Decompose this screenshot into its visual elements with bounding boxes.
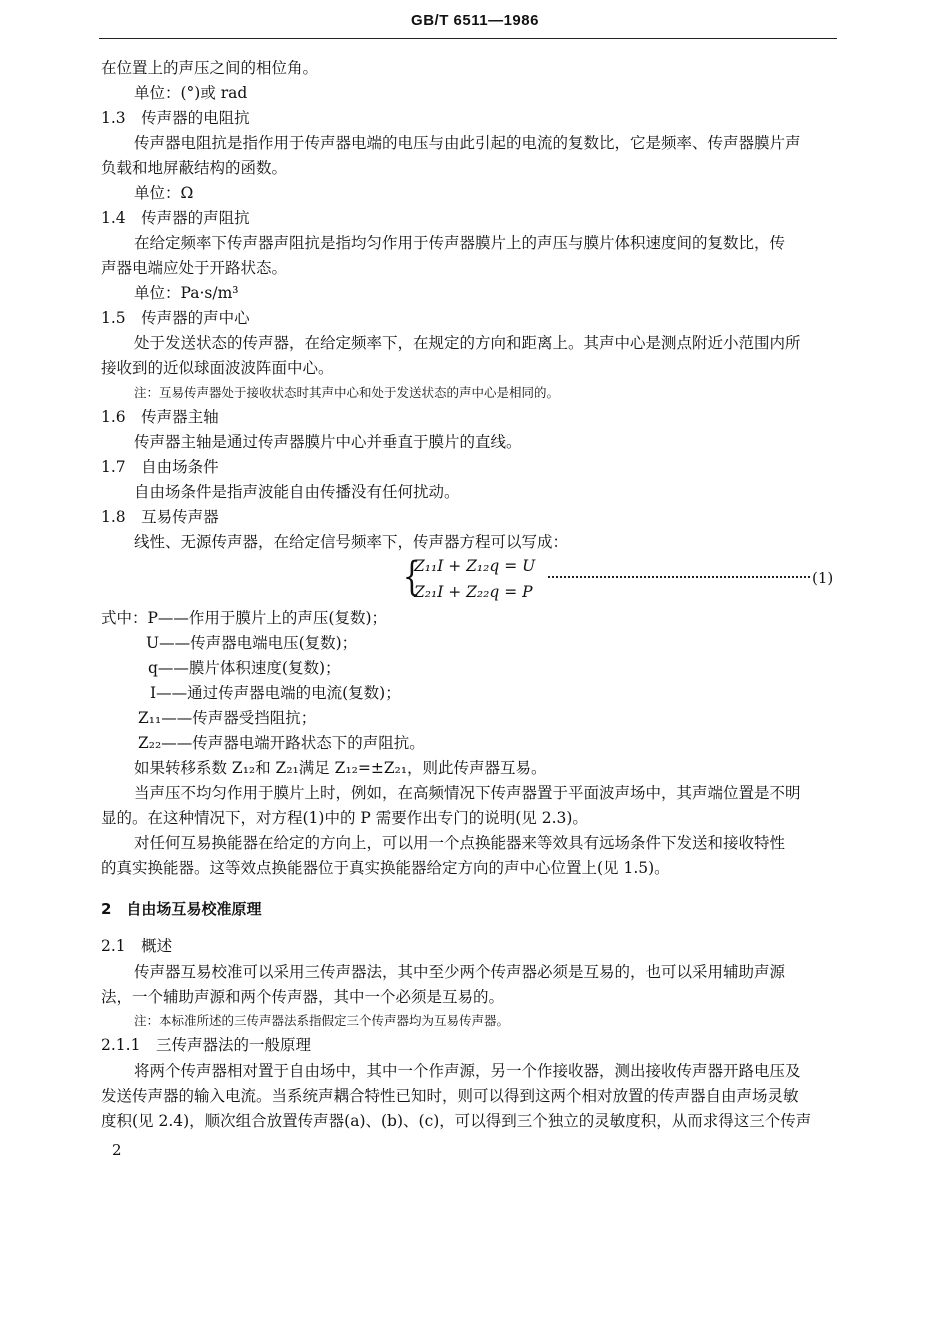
where-line: 式中：P——作用于膜片上的声压(复数)； (101, 609, 388, 627)
section-heading-1-6: 1.6 传声器主轴 (101, 408, 219, 426)
text-line: 显的。在这种情况下，对方程(1)中的 P 需要作出专门的说明(见 2.3)。 (101, 809, 588, 827)
equation-row-2: Z₂₁I + Z₂₂q = P (414, 583, 533, 601)
section-heading-1-7: 1.7 自由场条件 (101, 458, 219, 476)
where-line: q——膜片体积速度(复数)； (148, 659, 341, 677)
header-rule (99, 38, 837, 39)
section-heading-2-1: 2.1 概述 (101, 937, 173, 955)
section-heading-2-1-1: 2.1.1 三传声器法的一般原理 (101, 1036, 311, 1054)
section-heading-1-8: 1.8 互易传声器 (101, 508, 219, 526)
text-line: 对任何互易换能器在给定的方向上，可以用一个点换能器来等效具有远场条件下发送和接收特性 (134, 834, 786, 852)
text-line: 当声压不均匀作用于膜片上时，例如，在高频情况下传声器置于平面波声场中，其声端位置是不明 (134, 784, 801, 802)
where-line: I——通过传声器电端的电流(复数)； (150, 684, 401, 702)
section-heading-1-3: 1.3 传声器的电阻抗 (101, 109, 250, 127)
text-line: 法，一个辅助声源和两个传声器，其中一个必须是互易的。 (101, 988, 505, 1006)
unit-line: 单位：Pa·s/m³ (134, 284, 239, 302)
unit-line: 单位：Ω (134, 184, 194, 202)
page-number: 2 (112, 1141, 122, 1159)
text-line: 声器电端应处于开路状态。 (101, 259, 288, 277)
equation-row-1: Z₁₁I + Z₁₂q = U (414, 557, 536, 575)
text-line: 自由场条件是指声波能自由传播没有任何扰动。 (134, 483, 460, 501)
where-line: Z₂₂——传声器电端开路状态下的声阻抗。 (138, 734, 425, 752)
text-line: 线性、无源传声器，在给定信号频率下，传声器方程可以写成： (134, 533, 569, 551)
section-heading-1-5: 1.5 传声器的声中心 (101, 309, 250, 327)
text-line: 发送传声器的输入电流。当系统声耦合特性已知时，则可以得到这两个相对放置的传声器自由声场灵敏 (101, 1087, 799, 1105)
unit-line: 单位：(°)或 rad (134, 84, 248, 102)
text-line: 在位置上的声压之间的相位角。 (101, 59, 319, 77)
text-line: 传声器互易校准可以采用三传声器法，其中至少两个传声器必须是互易的，也可以采用辅助声源 (134, 963, 786, 981)
page-header: GB/T 6511—1986 (411, 12, 539, 29)
text-line: 的真实换能器。这等效点换能器位于真实换能器给定方向的声中心位置上(见 1.5)。 (101, 859, 670, 877)
equation-number: (1) (812, 569, 834, 587)
where-line: Z₁₁——传声器受挡阻抗； (138, 709, 317, 727)
text-line: 接收到的近似球面波波阵面中心。 (101, 359, 334, 377)
text-line: 度积(见 2.4)，顺次组合放置传声器(a)、(b)、(c)，可以得到三个独立的灵敏度积，从而求得这三个传声 (101, 1112, 812, 1130)
text-line: 在给定频率下传声器声阻抗是指均匀作用于传声器膜片上的声压与膜片体积速度间的复数比，传 (134, 234, 786, 252)
text-line: 如果转移系数 Z₁₂和 Z₂₁满足 Z₁₂=±Z₂₁，则此传声器互易。 (134, 759, 547, 777)
text-line: 将两个传声器相对置于自由场中，其中一个作声源，另一个作接收器，测出接收传声器开路电压及 (134, 1062, 801, 1080)
section-heading-1-4: 1.4 传声器的声阻抗 (101, 209, 250, 227)
note-line: 注：互易传声器处于接收状态时其声中心和处于发送状态的声中心是相同的。 (134, 385, 560, 400)
text-line: 处于发送状态的传声器，在给定频率下，在规定的方向和距离上。其声中心是测点附近小范围内所 (134, 334, 801, 352)
chapter-heading-2: 2 自由场互易校准原理 (101, 900, 262, 918)
text-line: 负载和地屏蔽结构的函数。 (101, 159, 288, 177)
equation-brace: { (402, 554, 421, 600)
text-line: 传声器电阻抗是指作用于传声器电端的电压与由此引起的电流的复数比，它是频率、传声器膜片声 (134, 134, 801, 152)
note-line: 注：本标准所述的三传声器法系指假定三个传声器均为互易传声器。 (134, 1013, 510, 1028)
text-line: 传声器主轴是通过传声器膜片中心并垂直于膜片的直线。 (134, 433, 522, 451)
where-line: U——传声器电端电压(复数)； (146, 634, 358, 652)
equation-leader-dots (548, 576, 810, 578)
